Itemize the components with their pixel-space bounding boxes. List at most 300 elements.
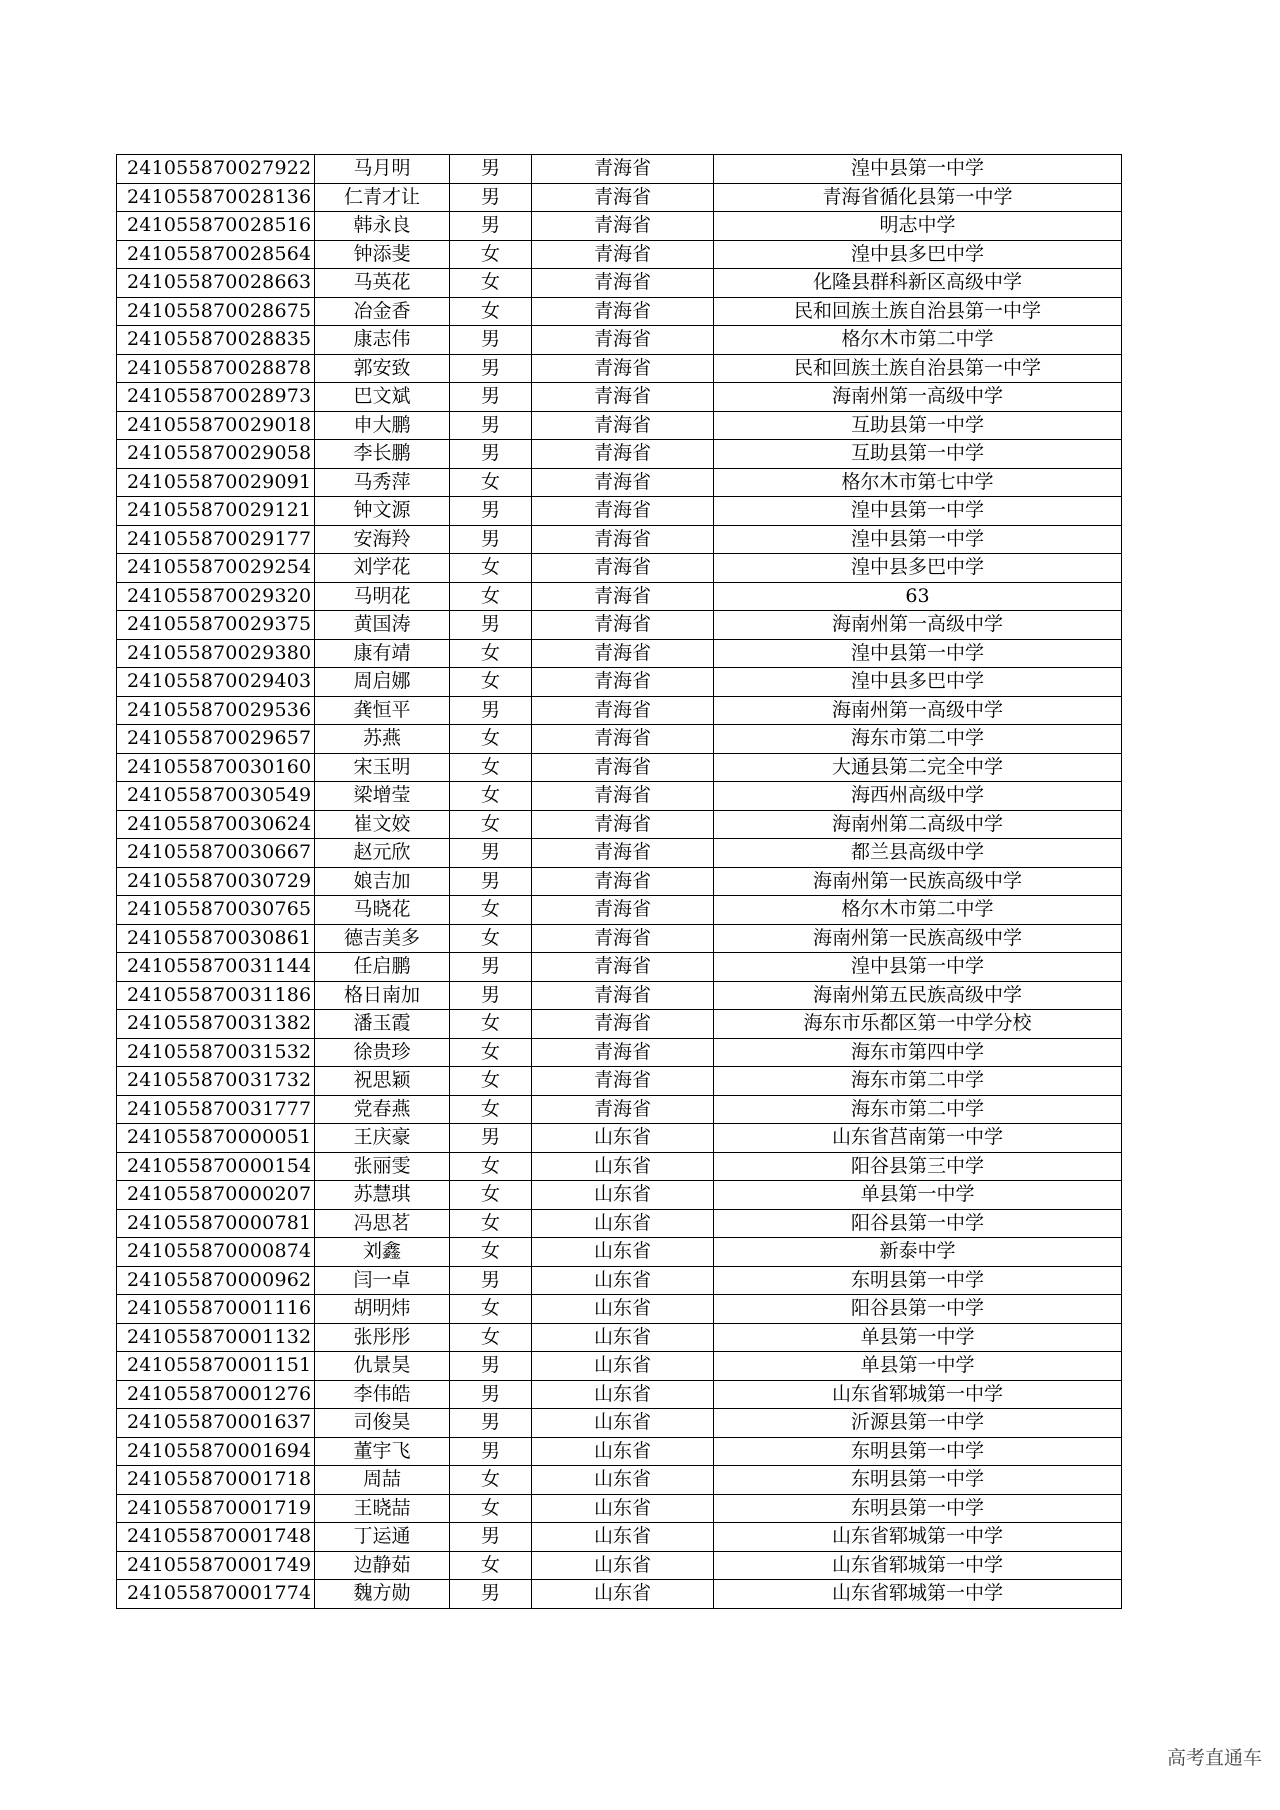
table-row xyxy=(117,1466,1122,1495)
province-cell: 青海省 xyxy=(532,468,714,497)
gender-cell: 女 xyxy=(450,468,532,497)
gender-cell: 男 xyxy=(450,1580,532,1609)
gender-cell: 女 xyxy=(450,1067,532,1096)
province-cell: 青海省 xyxy=(532,782,714,811)
candidate-id-cell: 241055870029121 xyxy=(117,497,315,526)
school-cell: 东明县第一中学 xyxy=(714,1494,1122,1523)
name-cell: 胡明炜 xyxy=(315,1295,450,1324)
table-row xyxy=(117,1380,1122,1409)
candidate-id-cell: 241055870031777 xyxy=(117,1095,315,1124)
candidate-id-cell: 241055870029058 xyxy=(117,440,315,469)
gender-cell: 女 xyxy=(450,582,532,611)
school-cell: 湟中县第一中学 xyxy=(714,639,1122,668)
school-cell: 东明县第一中学 xyxy=(714,1266,1122,1295)
name-cell: 祝思颖 xyxy=(315,1067,450,1096)
province-cell: 青海省 xyxy=(532,924,714,953)
candidate-id-cell: 241055870001132 xyxy=(117,1323,315,1352)
province-cell: 青海省 xyxy=(532,440,714,469)
gender-cell: 女 xyxy=(450,1494,532,1523)
candidate-id-cell: 241055870031382 xyxy=(117,1010,315,1039)
gender-cell: 男 xyxy=(450,953,532,982)
school-cell: 海东市乐都区第一中学分校 xyxy=(714,1010,1122,1039)
school-cell: 互助县第一中学 xyxy=(714,411,1122,440)
name-cell: 李伟皓 xyxy=(315,1380,450,1409)
candidate-id-cell: 241055870028973 xyxy=(117,383,315,412)
name-cell: 李长鹏 xyxy=(315,440,450,469)
table-row xyxy=(117,782,1122,811)
province-cell: 山东省 xyxy=(532,1124,714,1153)
school-cell: 阳谷县第三中学 xyxy=(714,1152,1122,1181)
candidate-id-cell: 241055870001116 xyxy=(117,1295,315,1324)
gender-cell: 男 xyxy=(450,981,532,1010)
table-row xyxy=(117,440,1122,469)
gender-cell: 男 xyxy=(450,183,532,212)
province-cell: 山东省 xyxy=(532,1323,714,1352)
table-row xyxy=(117,981,1122,1010)
school-cell: 沂源县第一中学 xyxy=(714,1409,1122,1438)
table-row xyxy=(117,383,1122,412)
name-cell: 康有靖 xyxy=(315,639,450,668)
name-cell: 娘吉加 xyxy=(315,867,450,896)
gender-cell: 男 xyxy=(450,440,532,469)
school-cell: 东明县第一中学 xyxy=(714,1466,1122,1495)
province-cell: 青海省 xyxy=(532,696,714,725)
school-cell: 单县第一中学 xyxy=(714,1181,1122,1210)
table-row xyxy=(117,1409,1122,1438)
candidate-id-cell: 241055870001749 xyxy=(117,1551,315,1580)
name-cell: 马英花 xyxy=(315,269,450,298)
province-cell: 山东省 xyxy=(532,1238,714,1267)
name-cell: 韩永良 xyxy=(315,212,450,241)
candidate-id-cell: 241055870001276 xyxy=(117,1380,315,1409)
table-row xyxy=(117,1067,1122,1096)
province-cell: 青海省 xyxy=(532,155,714,184)
candidate-id-cell: 241055870028516 xyxy=(117,212,315,241)
name-cell: 龚恒平 xyxy=(315,696,450,725)
school-cell: 单县第一中学 xyxy=(714,1323,1122,1352)
gender-cell: 男 xyxy=(450,1380,532,1409)
gender-cell: 女 xyxy=(450,782,532,811)
name-cell: 冶金香 xyxy=(315,297,450,326)
name-cell: 王庆豪 xyxy=(315,1124,450,1153)
province-cell: 山东省 xyxy=(532,1466,714,1495)
province-cell: 山东省 xyxy=(532,1295,714,1324)
name-cell: 马月明 xyxy=(315,155,450,184)
gender-cell: 女 xyxy=(450,1010,532,1039)
school-cell: 海西州高级中学 xyxy=(714,782,1122,811)
table-row xyxy=(117,1580,1122,1609)
table-row xyxy=(117,1209,1122,1238)
name-cell: 康志伟 xyxy=(315,326,450,355)
school-cell: 海南州第一民族高级中学 xyxy=(714,924,1122,953)
province-cell: 青海省 xyxy=(532,981,714,1010)
table-row xyxy=(117,1352,1122,1381)
province-cell: 青海省 xyxy=(532,810,714,839)
candidate-id-cell: 241055870031732 xyxy=(117,1067,315,1096)
province-cell: 山东省 xyxy=(532,1551,714,1580)
school-cell: 海东市第二中学 xyxy=(714,1095,1122,1124)
province-cell: 青海省 xyxy=(532,1038,714,1067)
school-cell: 互助县第一中学 xyxy=(714,440,1122,469)
gender-cell: 女 xyxy=(450,810,532,839)
school-cell: 湟中县第一中学 xyxy=(714,953,1122,982)
candidate-id-cell: 241055870000207 xyxy=(117,1181,315,1210)
table-row xyxy=(117,1152,1122,1181)
name-cell: 梁增莹 xyxy=(315,782,450,811)
name-cell: 司俊昊 xyxy=(315,1409,450,1438)
table-row xyxy=(117,155,1122,184)
candidate-id-cell: 241055870029091 xyxy=(117,468,315,497)
table-row xyxy=(117,753,1122,782)
candidate-id-cell: 241055870027922 xyxy=(117,155,315,184)
table-row xyxy=(117,1437,1122,1466)
gender-cell: 女 xyxy=(450,1323,532,1352)
school-cell: 山东省莒南第一中学 xyxy=(714,1124,1122,1153)
candidate-id-cell: 241055870029254 xyxy=(117,554,315,583)
candidate-id-cell: 241055870028675 xyxy=(117,297,315,326)
name-cell: 德吉美多 xyxy=(315,924,450,953)
candidate-id-cell: 241055870029375 xyxy=(117,611,315,640)
school-cell: 都兰县高级中学 xyxy=(714,839,1122,868)
gender-cell: 男 xyxy=(450,155,532,184)
name-cell: 任启鹏 xyxy=(315,953,450,982)
candidate-id-cell: 241055870000051 xyxy=(117,1124,315,1153)
gender-cell: 女 xyxy=(450,1551,532,1580)
name-cell: 仁青才让 xyxy=(315,183,450,212)
table-row xyxy=(117,240,1122,269)
school-cell: 海南州第五民族高级中学 xyxy=(714,981,1122,1010)
name-cell: 苏慧琪 xyxy=(315,1181,450,1210)
name-cell: 刘学花 xyxy=(315,554,450,583)
gender-cell: 男 xyxy=(450,1352,532,1381)
table-row xyxy=(117,1010,1122,1039)
school-cell: 湟中县第一中学 xyxy=(714,155,1122,184)
name-cell: 巴文斌 xyxy=(315,383,450,412)
school-cell: 63 xyxy=(714,582,1122,611)
table-row xyxy=(117,1038,1122,1067)
candidate-id-cell: 241055870029657 xyxy=(117,725,315,754)
candidate-id-cell: 241055870028663 xyxy=(117,269,315,298)
school-cell: 格尔木市第七中学 xyxy=(714,468,1122,497)
gender-cell: 女 xyxy=(450,1466,532,1495)
table-row xyxy=(117,1238,1122,1267)
table-row xyxy=(117,953,1122,982)
gender-cell: 女 xyxy=(450,554,532,583)
school-cell: 海东市第二中学 xyxy=(714,725,1122,754)
gender-cell: 女 xyxy=(450,753,532,782)
name-cell: 张丽雯 xyxy=(315,1152,450,1181)
table-row xyxy=(117,354,1122,383)
roster-table-body xyxy=(117,155,1122,1609)
province-cell: 青海省 xyxy=(532,953,714,982)
school-cell: 海南州第一高级中学 xyxy=(714,696,1122,725)
candidate-id-cell: 241055870029380 xyxy=(117,639,315,668)
candidate-id-cell: 241055870000154 xyxy=(117,1152,315,1181)
school-cell: 海东市第四中学 xyxy=(714,1038,1122,1067)
table-row xyxy=(117,297,1122,326)
name-cell: 董宇飞 xyxy=(315,1437,450,1466)
school-cell: 阳谷县第一中学 xyxy=(714,1295,1122,1324)
province-cell: 青海省 xyxy=(532,582,714,611)
name-cell: 党春燕 xyxy=(315,1095,450,1124)
name-cell: 钟添斐 xyxy=(315,240,450,269)
table-row xyxy=(117,269,1122,298)
candidate-id-cell: 241055870030729 xyxy=(117,867,315,896)
province-cell: 青海省 xyxy=(532,497,714,526)
name-cell: 崔文姣 xyxy=(315,810,450,839)
gender-cell: 男 xyxy=(450,383,532,412)
candidate-id-cell: 241055870001774 xyxy=(117,1580,315,1609)
province-cell: 青海省 xyxy=(532,411,714,440)
province-cell: 青海省 xyxy=(532,896,714,925)
school-cell: 山东省郓城第一中学 xyxy=(714,1523,1122,1552)
school-cell: 青海省循化县第一中学 xyxy=(714,183,1122,212)
gender-cell: 男 xyxy=(450,696,532,725)
candidate-id-cell: 241055870001151 xyxy=(117,1352,315,1381)
province-cell: 山东省 xyxy=(532,1152,714,1181)
school-cell: 山东省郓城第一中学 xyxy=(714,1551,1122,1580)
candidate-id-cell: 241055870001719 xyxy=(117,1494,315,1523)
table-row xyxy=(117,582,1122,611)
name-cell: 格日南加 xyxy=(315,981,450,1010)
table-row xyxy=(117,867,1122,896)
table-row xyxy=(117,525,1122,554)
school-cell: 海南州第二高级中学 xyxy=(714,810,1122,839)
candidate-id-cell: 241055870030667 xyxy=(117,839,315,868)
gender-cell: 男 xyxy=(450,326,532,355)
table-row xyxy=(117,639,1122,668)
province-cell: 山东省 xyxy=(532,1352,714,1381)
province-cell: 青海省 xyxy=(532,1095,714,1124)
candidate-id-cell: 241055870029320 xyxy=(117,582,315,611)
school-cell: 民和回族土族自治县第一中学 xyxy=(714,297,1122,326)
gender-cell: 男 xyxy=(450,1266,532,1295)
candidate-id-cell: 241055870031532 xyxy=(117,1038,315,1067)
table-row xyxy=(117,497,1122,526)
name-cell: 闫一卓 xyxy=(315,1266,450,1295)
table-row xyxy=(117,1494,1122,1523)
gender-cell: 女 xyxy=(450,1095,532,1124)
candidate-id-cell: 241055870029018 xyxy=(117,411,315,440)
candidate-id-cell: 241055870030861 xyxy=(117,924,315,953)
gender-cell: 男 xyxy=(450,497,532,526)
candidate-id-cell: 241055870028136 xyxy=(117,183,315,212)
province-cell: 青海省 xyxy=(532,668,714,697)
province-cell: 青海省 xyxy=(532,611,714,640)
gender-cell: 女 xyxy=(450,269,532,298)
candidate-id-cell: 241055870030160 xyxy=(117,753,315,782)
table-row xyxy=(117,1095,1122,1124)
gender-cell: 女 xyxy=(450,1209,532,1238)
gender-cell: 女 xyxy=(450,1181,532,1210)
school-cell: 湟中县多巴中学 xyxy=(714,554,1122,583)
table-row xyxy=(117,896,1122,925)
gender-cell: 女 xyxy=(450,725,532,754)
school-cell: 湟中县第一中学 xyxy=(714,497,1122,526)
name-cell: 赵元欣 xyxy=(315,839,450,868)
name-cell: 冯思茗 xyxy=(315,1209,450,1238)
province-cell: 青海省 xyxy=(532,725,714,754)
school-cell: 湟中县多巴中学 xyxy=(714,668,1122,697)
name-cell: 王晓喆 xyxy=(315,1494,450,1523)
table-row xyxy=(117,1295,1122,1324)
table-row xyxy=(117,839,1122,868)
candidate-id-cell: 241055870001748 xyxy=(117,1523,315,1552)
candidate-id-cell: 241055870031144 xyxy=(117,953,315,982)
name-cell: 周启娜 xyxy=(315,668,450,697)
name-cell: 马明花 xyxy=(315,582,450,611)
name-cell: 周喆 xyxy=(315,1466,450,1495)
table-row xyxy=(117,411,1122,440)
roster-table xyxy=(116,154,1122,1609)
school-cell: 海南州第一高级中学 xyxy=(714,383,1122,412)
table-row xyxy=(117,1523,1122,1552)
gender-cell: 女 xyxy=(450,896,532,925)
school-cell: 湟中县第一中学 xyxy=(714,525,1122,554)
province-cell: 青海省 xyxy=(532,1010,714,1039)
school-cell: 海南州第一民族高级中学 xyxy=(714,867,1122,896)
gender-cell: 女 xyxy=(450,1295,532,1324)
name-cell: 宋玉明 xyxy=(315,753,450,782)
province-cell: 山东省 xyxy=(532,1380,714,1409)
table-row xyxy=(117,810,1122,839)
table-row xyxy=(117,183,1122,212)
candidate-id-cell: 241055870029403 xyxy=(117,668,315,697)
province-cell: 青海省 xyxy=(532,354,714,383)
province-cell: 青海省 xyxy=(532,639,714,668)
candidate-id-cell: 241055870030765 xyxy=(117,896,315,925)
candidate-id-cell: 241055870000962 xyxy=(117,1266,315,1295)
province-cell: 山东省 xyxy=(532,1580,714,1609)
school-cell: 新泰中学 xyxy=(714,1238,1122,1267)
name-cell: 仇景昊 xyxy=(315,1352,450,1381)
province-cell: 青海省 xyxy=(532,297,714,326)
candidate-id-cell: 241055870028878 xyxy=(117,354,315,383)
table-row xyxy=(117,1551,1122,1580)
gender-cell: 男 xyxy=(450,1409,532,1438)
candidate-id-cell: 241055870028564 xyxy=(117,240,315,269)
candidate-id-cell: 241055870000874 xyxy=(117,1238,315,1267)
gender-cell: 男 xyxy=(450,354,532,383)
name-cell: 丁运通 xyxy=(315,1523,450,1552)
province-cell: 青海省 xyxy=(532,326,714,355)
name-cell: 魏方勋 xyxy=(315,1580,450,1609)
name-cell: 苏燕 xyxy=(315,725,450,754)
candidate-id-cell: 241055870031186 xyxy=(117,981,315,1010)
school-cell: 大通县第二完全中学 xyxy=(714,753,1122,782)
school-cell: 山东省郓城第一中学 xyxy=(714,1580,1122,1609)
name-cell: 刘鑫 xyxy=(315,1238,450,1267)
table-row xyxy=(117,326,1122,355)
province-cell: 山东省 xyxy=(532,1266,714,1295)
gender-cell: 男 xyxy=(450,867,532,896)
gender-cell: 女 xyxy=(450,1152,532,1181)
name-cell: 郭安致 xyxy=(315,354,450,383)
province-cell: 山东省 xyxy=(532,1209,714,1238)
school-cell: 格尔木市第二中学 xyxy=(714,896,1122,925)
province-cell: 山东省 xyxy=(532,1409,714,1438)
school-cell: 民和回族土族自治县第一中学 xyxy=(714,354,1122,383)
school-cell: 湟中县多巴中学 xyxy=(714,240,1122,269)
table-row xyxy=(117,1181,1122,1210)
table-row xyxy=(117,212,1122,241)
province-cell: 山东省 xyxy=(532,1181,714,1210)
school-cell: 阳谷县第一中学 xyxy=(714,1209,1122,1238)
province-cell: 青海省 xyxy=(532,383,714,412)
table-row xyxy=(117,554,1122,583)
school-cell: 单县第一中学 xyxy=(714,1352,1122,1381)
gender-cell: 男 xyxy=(450,1523,532,1552)
candidate-id-cell: 241055870028835 xyxy=(117,326,315,355)
province-cell: 山东省 xyxy=(532,1494,714,1523)
table-row xyxy=(117,1124,1122,1153)
gender-cell: 女 xyxy=(450,1238,532,1267)
school-cell: 东明县第一中学 xyxy=(714,1437,1122,1466)
name-cell: 马晓花 xyxy=(315,896,450,925)
table-row xyxy=(117,468,1122,497)
gender-cell: 女 xyxy=(450,240,532,269)
province-cell: 青海省 xyxy=(532,867,714,896)
gender-cell: 女 xyxy=(450,1038,532,1067)
name-cell: 安海羚 xyxy=(315,525,450,554)
table-row xyxy=(117,1323,1122,1352)
gender-cell: 男 xyxy=(450,212,532,241)
school-cell: 化隆县群科新区高级中学 xyxy=(714,269,1122,298)
province-cell: 山东省 xyxy=(532,1523,714,1552)
name-cell: 潘玉霞 xyxy=(315,1010,450,1039)
gender-cell: 男 xyxy=(450,839,532,868)
name-cell: 黄国涛 xyxy=(315,611,450,640)
province-cell: 青海省 xyxy=(532,269,714,298)
table-row xyxy=(117,696,1122,725)
province-cell: 青海省 xyxy=(532,240,714,269)
table-row xyxy=(117,668,1122,697)
candidate-id-cell: 241055870030549 xyxy=(117,782,315,811)
name-cell: 张彤彤 xyxy=(315,1323,450,1352)
name-cell: 申大鹏 xyxy=(315,411,450,440)
province-cell: 青海省 xyxy=(532,183,714,212)
gender-cell: 女 xyxy=(450,297,532,326)
province-cell: 青海省 xyxy=(532,753,714,782)
gender-cell: 男 xyxy=(450,1124,532,1153)
gender-cell: 男 xyxy=(450,611,532,640)
candidate-id-cell: 241055870001718 xyxy=(117,1466,315,1495)
name-cell: 马秀萍 xyxy=(315,468,450,497)
candidate-id-cell: 241055870030624 xyxy=(117,810,315,839)
gender-cell: 女 xyxy=(450,668,532,697)
school-cell: 海南州第一高级中学 xyxy=(714,611,1122,640)
school-cell: 海东市第二中学 xyxy=(714,1067,1122,1096)
school-cell: 格尔木市第二中学 xyxy=(714,326,1122,355)
name-cell: 钟文源 xyxy=(315,497,450,526)
candidate-id-cell: 241055870000781 xyxy=(117,1209,315,1238)
province-cell: 青海省 xyxy=(532,1067,714,1096)
province-cell: 青海省 xyxy=(532,525,714,554)
gender-cell: 男 xyxy=(450,411,532,440)
table-row xyxy=(117,611,1122,640)
province-cell: 青海省 xyxy=(532,839,714,868)
school-cell: 山东省郓城第一中学 xyxy=(714,1380,1122,1409)
candidate-id-cell: 241055870001694 xyxy=(117,1437,315,1466)
watermark-text: 高考直通车 xyxy=(1166,1747,1262,1769)
candidate-id-cell: 241055870029536 xyxy=(117,696,315,725)
candidate-id-cell: 241055870029177 xyxy=(117,525,315,554)
gender-cell: 男 xyxy=(450,525,532,554)
name-cell: 徐贵珍 xyxy=(315,1038,450,1067)
table-row xyxy=(117,1266,1122,1295)
school-cell: 明志中学 xyxy=(714,212,1122,241)
gender-cell: 男 xyxy=(450,1437,532,1466)
